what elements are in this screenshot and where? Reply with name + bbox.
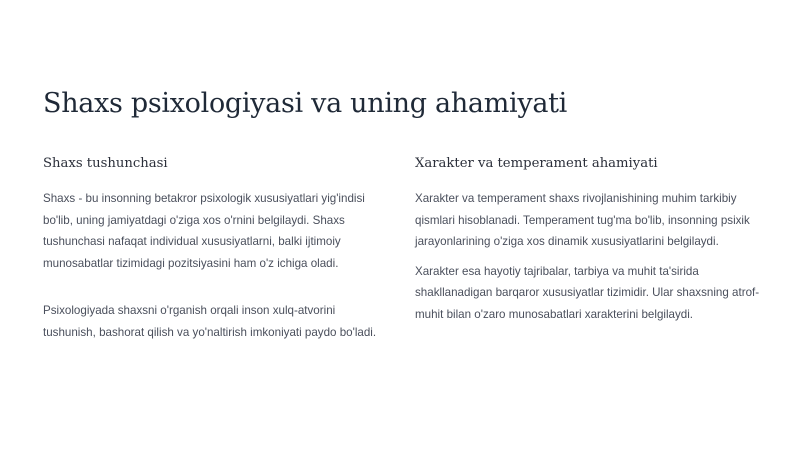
- right-paragraph-1: Xarakter va temperament shaxs rivojlanishining muhim tarkibiy qismlari hisoblanadi. Temperament tug'ma bo'lib, insonning psixik jarayonlarining o'ziga xos dinamik xususiyatlarini belgilaydi.: [415, 192, 750, 248]
- right-column: [415, 156, 760, 325]
- left-column: [43, 156, 383, 343]
- right-heading: Xarakter va temperament ahamiyati: [415, 156, 658, 171]
- left-paragraph-2: Psixologiyada shaxsni o'rganish orqali inson xulq-atvorini tushunish, bashorat qilish va yo'naltirish imkoniyati paydo bo'ladi.: [43, 304, 377, 339]
- right-paragraph-2: Xarakter esa hayotiy tajribalar, tarbiya va muhit ta'sirida shakllanadigan barqaror xususiyatlar tizimidir. Ular shaxsning atrof-muhit bilan o'zaro munosabatlari xarakterini belgilaydi.: [415, 264, 760, 321]
- slide-title: Shaxs psixologiyasi va uning ahamiyati: [43, 88, 567, 119]
- left-paragraph-1: Shaxs - bu insonning betakror psixologik xususiyatlari yig'indisi bo'lib, uning jamiyatdagi o'ziga xos o'rnini belgilaydi. Shaxs tushunchasi nafaqat individual xususiyatlarni, balki ijtimoiy munosabatlar tizimidagi pozitsiyasini ham o'z ichiga oladi.: [43, 192, 365, 270]
- left-heading: Shaxs tushunchasi: [43, 156, 168, 171]
